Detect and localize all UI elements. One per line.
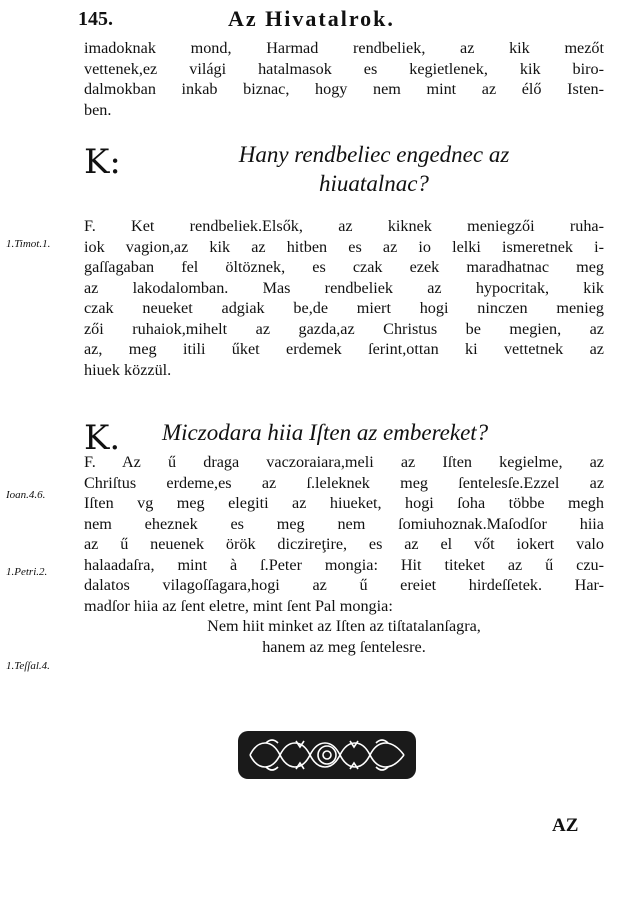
text-line: madſor hiia az ſent eletre, mint ſent Pal mongia: <box>84 596 393 615</box>
text-line: ben. <box>84 100 112 119</box>
page-number: 145. <box>78 8 113 30</box>
page-header <box>78 6 608 34</box>
text-line: Chriſtus erdeme,es az ſ.leleknek meg ſentelesſe.Ezzel az <box>84 473 604 492</box>
text-line: dalatos vilagoſſagara,hogi az ű ereiet hirdeſſetek. Har- <box>84 576 604 594</box>
text-line: vettenek,ez világi hatalmasok es kegietlenek, kik biro- <box>84 59 604 78</box>
text-line: gaſſagaban fel öltöznek, es czak ezek maradhatnac meg <box>84 258 604 276</box>
text-line: zői ruhaiok,mihelt az gazda,az Christus be megien, az <box>84 319 604 338</box>
question-line: Miczodara hiia Iſten az embereket? <box>162 420 489 445</box>
question-heading-2 <box>84 418 604 458</box>
text-line: czak neueket adgiak be,de miert hogi ninczen menieg <box>84 299 604 317</box>
text-line: Iſten vg meg elegiti az hiueket, hogi ſoha többe megh <box>84 494 604 512</box>
text-line: imadoknak mond, Harmad rendbeliek, az kik mezőt <box>84 39 604 57</box>
question-heading-1 <box>84 140 604 198</box>
margin-reference: 1.Petri.2. <box>6 566 48 578</box>
text-line: az ű neuenek örök diczireţire, es az el vőt iokert valo <box>84 535 604 553</box>
question-line: Hany rendbeliec engednec az <box>238 142 510 167</box>
catchword: AZ <box>552 815 579 836</box>
question-line: hiuatalnac? <box>319 171 429 196</box>
question-letter: K: <box>84 142 121 182</box>
paragraph-answer-1 <box>84 216 604 380</box>
running-head: Az Hivatalrok. <box>228 6 395 31</box>
margin-reference: Ioan.4.6. <box>6 489 46 501</box>
margin-reference: 1.Timot.1. <box>6 238 51 250</box>
text-line: az, meg itili űket erdemek ſerint,ottan ki vettetnek az <box>84 340 604 358</box>
text-line: Nem hiit minket az Iſten az tiſtatalanſagra, <box>207 617 481 635</box>
paragraph-answer-2 <box>84 452 604 657</box>
ornament-tailpiece <box>236 725 418 785</box>
text-line: az lakodalomban. Mas rendbeliek az hypocritak, kik <box>84 278 604 297</box>
question-letter: K. <box>84 418 121 458</box>
text-line: hanem az meg ſentelesre. <box>262 637 426 656</box>
text-line: hiuek közzül. <box>84 360 172 379</box>
paragraph-intro <box>84 38 604 120</box>
text-line: iok vagion,az kik az hitben es az io lelki ismeretnek i- <box>84 237 604 256</box>
text-line: F. Az ű draga vaczoraiara,meli az Iſten kegielme, az <box>84 453 604 471</box>
text-line: nem eheznek es meg nem ſomiuhoznak.Maſodſor hiia <box>84 514 604 533</box>
text-line: dalmokban inkab biznac, hogy nem mint az élő Isten- <box>84 80 604 98</box>
text-line: F. Ket rendbeliek.Elsők, az kiknek meniegzői ruha- <box>84 217 604 235</box>
margin-reference: 1.Teſſal.4. <box>6 660 50 672</box>
text-line: halaadaſra, mint à ſ.Peter mongia: Hit titeket az ű czu- <box>84 555 604 574</box>
